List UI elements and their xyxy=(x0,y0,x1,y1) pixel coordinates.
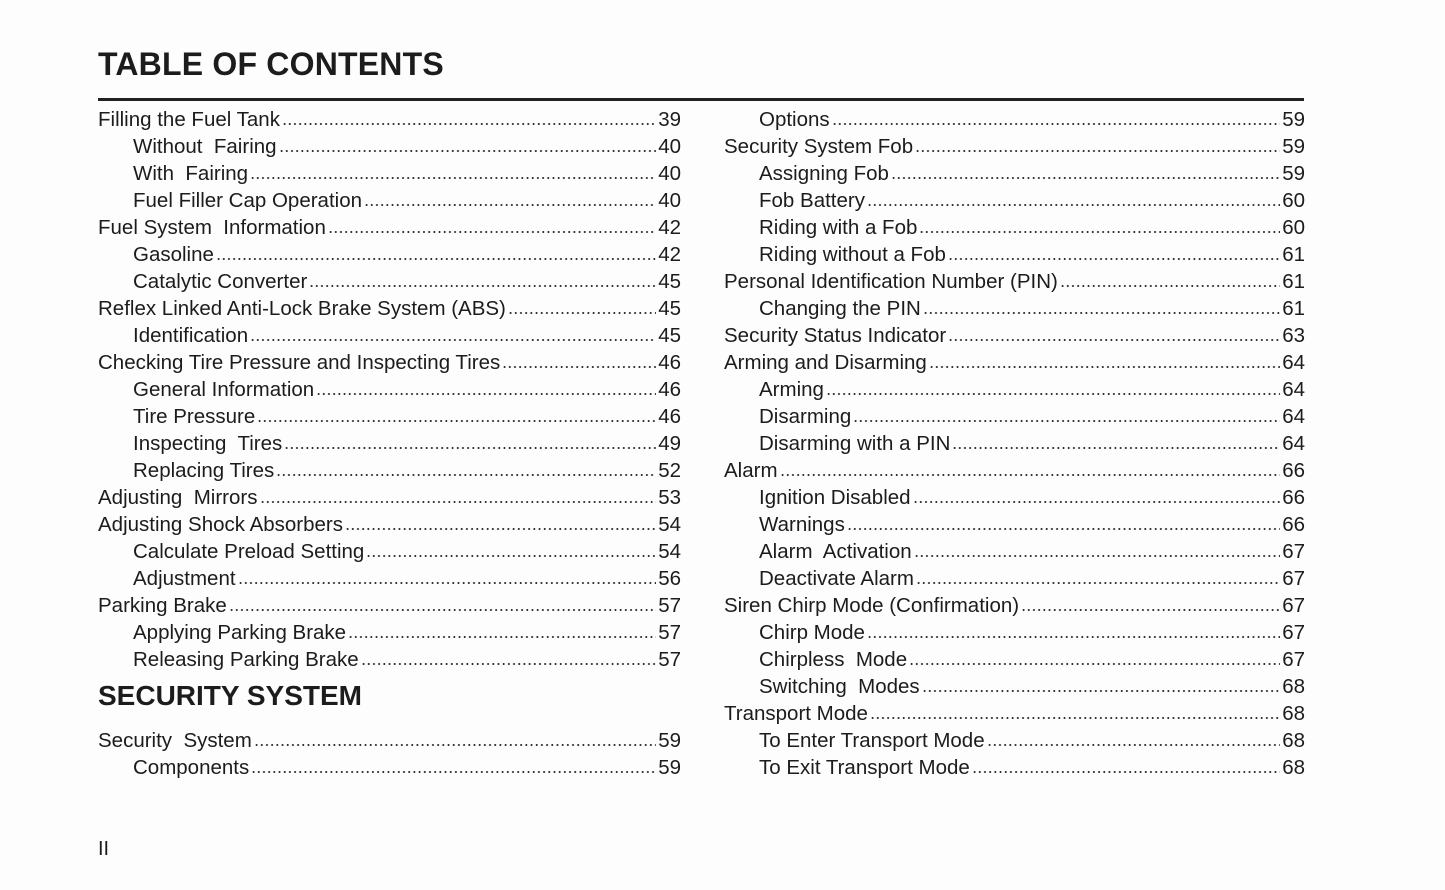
toc-entry-page: 68 xyxy=(1282,756,1305,779)
toc-entry-page: 42 xyxy=(658,216,681,239)
toc-right-column xyxy=(724,106,1305,781)
dot-leader xyxy=(916,581,1280,585)
toc-entry[interactable] xyxy=(724,727,1305,754)
toc-entry-page: 49 xyxy=(658,432,681,455)
toc-entry-page: 67 xyxy=(1282,648,1305,671)
toc-entry[interactable] xyxy=(724,106,1305,133)
toc-entry-page: 40 xyxy=(658,135,681,158)
toc-entry[interactable] xyxy=(98,349,681,376)
toc-entry-label: Releasing Parking Brake xyxy=(133,648,359,671)
toc-entry-page: 52 xyxy=(658,459,681,482)
toc-entry-label: Riding without a Fob xyxy=(759,243,946,266)
toc-entry-page: 59 xyxy=(1282,162,1305,185)
dot-leader xyxy=(366,554,656,558)
dot-leader xyxy=(913,500,1281,504)
toc-entry-page: 60 xyxy=(1282,216,1305,239)
page-number: II xyxy=(98,838,110,860)
dot-leader xyxy=(948,257,1280,261)
toc-entry-page: 67 xyxy=(1282,540,1305,563)
toc-entry[interactable] xyxy=(724,214,1305,241)
toc-entry[interactable] xyxy=(98,484,681,511)
toc-entry[interactable] xyxy=(98,160,681,187)
toc-entry-label: Inspecting Tires xyxy=(133,432,283,455)
toc-left-entries xyxy=(98,106,681,673)
toc-entry-page: 68 xyxy=(1282,729,1305,752)
dot-leader xyxy=(238,581,657,585)
dot-leader xyxy=(987,743,1281,747)
toc-entry-label: Parking Brake xyxy=(98,594,227,617)
toc-entry-label: Reflex Linked Anti-Lock Brake System (ABS) xyxy=(98,297,506,320)
toc-entry-page: 60 xyxy=(1282,189,1305,212)
toc-entry-page: 64 xyxy=(1282,378,1305,401)
toc-entry[interactable] xyxy=(98,214,681,241)
toc-entry-label: Gasoline xyxy=(133,243,214,266)
toc-entry-label: Checking Tire Pressure and Inspecting Tires xyxy=(98,351,501,374)
toc-entry-page: 67 xyxy=(1282,567,1305,590)
dot-leader xyxy=(364,203,656,207)
dot-leader xyxy=(260,500,657,504)
dot-leader xyxy=(279,149,657,153)
toc-entry[interactable] xyxy=(724,430,1305,457)
toc-entry-page: 46 xyxy=(658,405,681,428)
dot-leader xyxy=(284,446,656,450)
toc-entry-page: 66 xyxy=(1282,513,1305,536)
toc-entry[interactable] xyxy=(98,106,681,133)
dot-leader xyxy=(348,635,656,639)
toc-entry-page: 61 xyxy=(1282,270,1305,293)
toc-entry-page: 45 xyxy=(658,297,681,320)
dot-leader xyxy=(972,770,1280,774)
toc-entry-page: 66 xyxy=(1282,459,1305,482)
toc-entry[interactable] xyxy=(98,646,681,673)
dot-leader xyxy=(361,662,657,666)
toc-entry-label: Identification xyxy=(133,324,249,347)
dot-leader xyxy=(502,365,656,369)
toc-entry-page: 45 xyxy=(658,324,681,347)
dot-leader xyxy=(923,311,1280,315)
toc-entry-page: 53 xyxy=(658,486,681,509)
dot-leader xyxy=(826,392,1280,396)
toc-left-column xyxy=(98,106,681,781)
toc-entry-page: 59 xyxy=(658,756,681,779)
toc-entry-label: Changing the PIN xyxy=(759,297,921,320)
toc-entry-label: Siren Chirp Mode (Confirmation) xyxy=(724,594,1020,617)
toc-entry[interactable] xyxy=(724,511,1305,538)
dot-leader xyxy=(316,392,656,396)
dot-leader xyxy=(922,689,1281,693)
toc-entry[interactable] xyxy=(98,241,681,268)
toc-entry-page: 67 xyxy=(1282,594,1305,617)
toc-entry[interactable] xyxy=(724,565,1305,592)
dot-leader xyxy=(870,716,1280,720)
dot-leader xyxy=(328,230,656,234)
toc-entry-page: 57 xyxy=(658,648,681,671)
toc-entry-label: Disarming with a PIN xyxy=(759,432,951,455)
page-title: TABLE OF CONTENTS xyxy=(98,46,444,82)
dot-leader xyxy=(853,419,1280,423)
toc-entry-label: Deactivate Alarm xyxy=(759,567,914,590)
toc-entry[interactable] xyxy=(98,133,681,160)
toc-entry-label: Adjusting Mirrors xyxy=(98,486,258,509)
toc-entry-label: Security System xyxy=(98,729,252,752)
toc-entry[interactable] xyxy=(724,295,1305,322)
dot-leader xyxy=(867,635,1280,639)
toc-entry-page: 64 xyxy=(1282,351,1305,374)
toc-entry[interactable] xyxy=(98,457,681,484)
toc-entry-label: With Fairing xyxy=(133,162,249,185)
toc-entry-label: Chirp Mode xyxy=(759,621,865,644)
toc-entry[interactable] xyxy=(98,592,681,619)
toc-entry-page: 39 xyxy=(658,108,681,131)
dot-leader xyxy=(929,365,1280,369)
title-rule xyxy=(98,98,1304,101)
dot-leader xyxy=(276,473,656,477)
toc-entry-page: 54 xyxy=(658,540,681,563)
toc-entry-page: 46 xyxy=(658,378,681,401)
toc-entry[interactable] xyxy=(724,484,1305,511)
toc-entry-label: General Information xyxy=(133,378,315,401)
toc-entry[interactable] xyxy=(724,646,1305,673)
toc-entry[interactable] xyxy=(98,322,681,349)
dot-leader xyxy=(914,554,1281,558)
toc-entry-label: Options xyxy=(759,108,830,131)
dot-leader xyxy=(780,473,1281,477)
toc-entry-label: Fuel Filler Cap Operation xyxy=(133,189,363,212)
toc-entry-label: To Exit Transport Mode xyxy=(759,756,970,779)
toc-left-section-entries xyxy=(98,727,681,781)
toc-entry-label: Adjustment xyxy=(133,567,236,590)
toc-entry-label: Replacing Tires xyxy=(133,459,275,482)
toc-entry-page: 54 xyxy=(658,513,681,536)
toc-entry[interactable] xyxy=(724,754,1305,781)
dot-leader xyxy=(847,527,1280,531)
toc-entry[interactable] xyxy=(98,187,681,214)
toc-entry-label: Personal Identification Number (PIN) xyxy=(724,270,1058,293)
dot-leader xyxy=(915,149,1280,153)
toc-entry-label: Assigning Fob xyxy=(759,162,889,185)
toc-entry[interactable] xyxy=(98,295,681,322)
dot-leader xyxy=(867,203,1280,207)
toc-entry-page: 56 xyxy=(658,567,681,590)
toc-entry-label: Alarm Activation xyxy=(759,540,912,563)
toc-entry-label: Switching Modes xyxy=(759,675,920,698)
toc-entry-page: 40 xyxy=(658,162,681,185)
toc-entry-label: Riding with a Fob xyxy=(759,216,918,239)
toc-entry[interactable] xyxy=(724,241,1305,268)
dot-leader xyxy=(891,176,1280,180)
toc-right-entries xyxy=(724,106,1305,781)
toc-entry[interactable] xyxy=(724,619,1305,646)
toc-entry-label: Tire Pressure xyxy=(133,405,256,428)
dot-leader xyxy=(229,608,656,612)
dot-leader xyxy=(952,446,1280,450)
toc-entry-label: Alarm xyxy=(724,459,778,482)
toc-entry-page: 59 xyxy=(658,729,681,752)
toc-entry-page: 59 xyxy=(1282,108,1305,131)
toc-entry-label: Adjusting Shock Absorbers xyxy=(98,513,343,536)
toc-entry[interactable] xyxy=(98,268,681,295)
toc-entry[interactable] xyxy=(724,457,1305,484)
toc-entry-page: 46 xyxy=(658,351,681,374)
dot-leader xyxy=(832,122,1281,126)
toc-entry-label: Fuel System Information xyxy=(98,216,326,239)
dot-leader xyxy=(257,419,656,423)
toc-entry-page: 64 xyxy=(1282,432,1305,455)
dot-leader xyxy=(254,743,656,747)
toc-entry-label: Components xyxy=(133,756,250,779)
dot-leader xyxy=(216,257,656,261)
dot-leader xyxy=(282,122,656,126)
toc-entry-label: Warnings xyxy=(759,513,845,536)
toc-entry-label: Arming and Disarming xyxy=(724,351,927,374)
toc-entry-page: 59 xyxy=(1282,135,1305,158)
toc-entry-label: Calculate Preload Setting xyxy=(133,540,365,563)
toc-entry[interactable] xyxy=(98,538,681,565)
toc-entry[interactable] xyxy=(98,430,681,457)
toc-entry-page: 67 xyxy=(1282,621,1305,644)
toc-entry[interactable] xyxy=(724,700,1305,727)
toc-entry-label: Ignition Disabled xyxy=(759,486,911,509)
toc-entry[interactable] xyxy=(98,727,681,754)
toc-entry[interactable] xyxy=(724,538,1305,565)
toc-entry[interactable] xyxy=(724,376,1305,403)
dot-leader xyxy=(948,338,1280,342)
dot-leader xyxy=(251,770,656,774)
toc-entry-label: Security System Fob xyxy=(724,135,914,158)
toc-entry-label: Applying Parking Brake xyxy=(133,621,347,644)
toc-entry[interactable] xyxy=(724,592,1305,619)
toc-entry-page: 61 xyxy=(1282,243,1305,266)
dot-leader xyxy=(309,284,656,288)
toc-entry-label: Transport Mode xyxy=(724,702,868,725)
dot-leader xyxy=(1021,608,1280,612)
dot-leader xyxy=(508,311,656,315)
toc-entry-page: 68 xyxy=(1282,702,1305,725)
toc-entry-page: 57 xyxy=(658,594,681,617)
toc-entry-page: 57 xyxy=(658,621,681,644)
toc-entry[interactable] xyxy=(98,403,681,430)
toc-entry-page: 68 xyxy=(1282,675,1305,698)
toc-entry[interactable] xyxy=(98,619,681,646)
toc-entry[interactable] xyxy=(724,403,1305,430)
dot-leader xyxy=(1060,284,1280,288)
toc-entry-page: 40 xyxy=(658,189,681,212)
toc-entry-page: 64 xyxy=(1282,405,1305,428)
toc-entry-label: Filling the Fuel Tank xyxy=(98,108,280,131)
toc-entry-label: Arming xyxy=(759,378,824,401)
toc-entry[interactable] xyxy=(98,511,681,538)
toc-entry-label: To Enter Transport Mode xyxy=(759,729,985,752)
toc-entry-page: 45 xyxy=(658,270,681,293)
section-heading-security-system: SECURITY SYSTEM xyxy=(98,680,362,711)
toc-entry[interactable] xyxy=(98,754,681,781)
toc-entry-label: Security Status Indicator xyxy=(724,324,947,347)
toc-entry[interactable] xyxy=(724,160,1305,187)
toc-entry[interactable] xyxy=(724,268,1305,295)
toc-entry[interactable] xyxy=(98,565,681,592)
dot-leader xyxy=(250,338,656,342)
toc-entry[interactable] xyxy=(724,133,1305,160)
toc-entry-label: Chirpless Mode xyxy=(759,648,908,671)
toc-entry-page: 42 xyxy=(658,243,681,266)
toc-entry-label: Catalytic Converter xyxy=(133,270,308,293)
toc-entry-page: 61 xyxy=(1282,297,1305,320)
toc-entry[interactable] xyxy=(724,673,1305,700)
dot-leader xyxy=(345,527,656,531)
toc-entry[interactable] xyxy=(98,376,681,403)
dot-leader xyxy=(919,230,1280,234)
toc-entry[interactable] xyxy=(724,322,1305,349)
toc-entry-page: 66 xyxy=(1282,486,1305,509)
toc-entry[interactable] xyxy=(724,187,1305,214)
toc-entry[interactable] xyxy=(724,349,1305,376)
toc-entry-label: Fob Battery xyxy=(759,189,865,212)
toc-entry-label: Without Fairing xyxy=(133,135,277,158)
toc-entry-page: 63 xyxy=(1282,324,1305,347)
toc-entry-label: Disarming xyxy=(759,405,852,428)
dot-leader xyxy=(250,176,656,180)
dot-leader xyxy=(909,662,1280,666)
